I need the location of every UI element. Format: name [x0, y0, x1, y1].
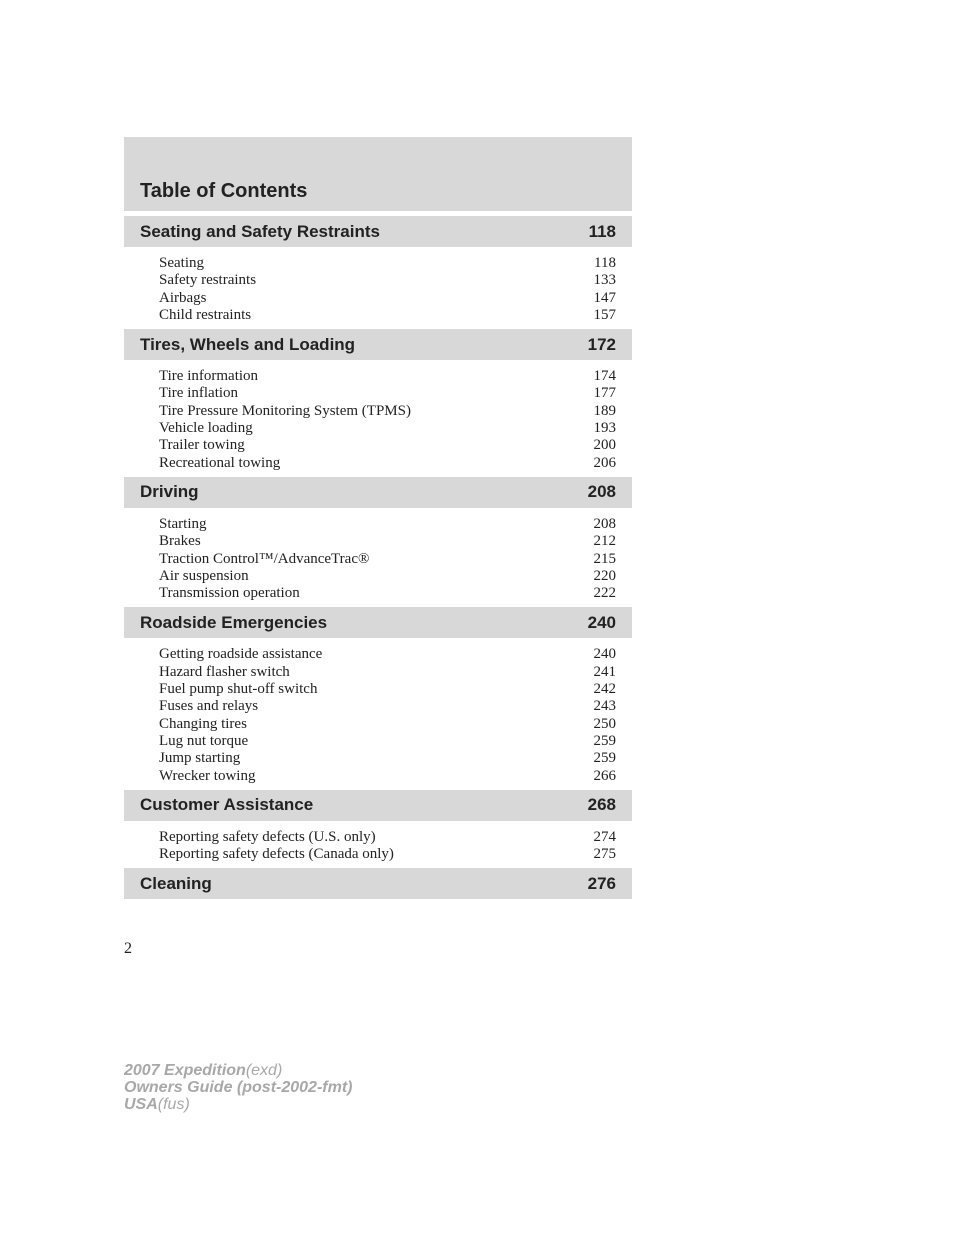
entry-page: 240 [593, 646, 616, 663]
entry-label: Reporting safety defects (Canada only) [159, 846, 394, 863]
page-number: 2 [124, 940, 132, 957]
entry-label: Recreational towing [159, 454, 281, 471]
toc-entry-list [124, 360, 632, 472]
entry-label: Fuses and relays [159, 698, 259, 715]
footer-line-3 [124, 1096, 352, 1113]
toc-entry [159, 768, 616, 785]
toc-entry [159, 664, 616, 681]
entry-label: Changing tires [159, 715, 247, 732]
entry-label: Child restraints [159, 306, 252, 323]
section-title: Cleaning [140, 873, 212, 893]
toc-section-heading [124, 607, 632, 638]
toc-entry [159, 733, 616, 750]
toc-entry [159, 533, 616, 550]
toc-header [124, 137, 632, 211]
entry-page: 243 [593, 698, 616, 715]
entry-label: Tire information [159, 368, 259, 385]
entry-label: Wrecker towing [159, 767, 256, 784]
section-page: 172 [587, 334, 616, 354]
section-page: 268 [587, 795, 616, 815]
toc-entry [159, 455, 616, 472]
entry-page: 174 [593, 368, 616, 385]
toc-entry [159, 290, 616, 307]
entry-page: 118 [594, 255, 616, 271]
footer-market: USA [124, 1096, 158, 1113]
toc-entry [159, 646, 616, 663]
entry-label: Tire inflation [159, 385, 239, 402]
section-page: 240 [587, 612, 616, 632]
footer-model-code: (exd) [245, 1062, 283, 1079]
entry-label: Brakes [159, 533, 201, 550]
entry-page: 212 [593, 533, 616, 550]
toc-entry [159, 255, 616, 272]
toc-entry [159, 750, 616, 767]
entry-label: Reporting safety defects (U.S. only) [159, 828, 376, 845]
entry-page: 177 [593, 385, 616, 402]
toc-entry-list [124, 638, 632, 784]
entry-page: 133 [593, 272, 616, 289]
toc-entry [159, 420, 616, 437]
toc-section-heading [124, 477, 632, 508]
toc-section-heading [124, 329, 632, 360]
toc-entry [159, 551, 616, 568]
toc-entry [159, 403, 616, 420]
entry-page: 206 [593, 454, 616, 471]
entry-label: Trailer towing [159, 437, 245, 454]
toc-entry [159, 272, 616, 289]
entry-page: 241 [593, 663, 616, 680]
entry-page: 200 [593, 437, 616, 454]
entry-label: Starting [159, 515, 207, 532]
entry-label: Vehicle loading [159, 420, 253, 437]
document-footer [124, 1062, 352, 1113]
entry-label: Lug nut torque [159, 732, 249, 749]
entry-page: 266 [593, 767, 616, 784]
section-title: Roadside Emergencies [140, 612, 328, 632]
toc-entry [159, 385, 616, 402]
entry-page: 147 [593, 289, 616, 306]
toc-entry [159, 585, 616, 602]
toc-section-heading [124, 790, 632, 821]
entry-label: Airbags [159, 289, 207, 306]
toc-entry [159, 716, 616, 733]
entry-page: 215 [593, 550, 616, 567]
section-title: Tires, Wheels and Loading [140, 334, 356, 354]
footer-market-code: (fus) [157, 1096, 190, 1113]
section-title: Customer Assistance [140, 795, 314, 815]
entry-label: Getting roadside assistance [159, 646, 323, 663]
entry-label: Jump starting [159, 750, 241, 767]
toc-entry [159, 681, 616, 698]
entry-page: 220 [593, 567, 616, 584]
entry-label: Seating [159, 255, 204, 271]
toc-entry-list [124, 508, 632, 602]
entry-label: Hazard flasher switch [159, 663, 290, 680]
table-of-contents [124, 137, 632, 899]
toc-section-heading [124, 868, 632, 899]
section-page: 118 [588, 221, 616, 241]
entry-page: 222 [593, 585, 616, 602]
entry-label: Fuel pump shut-off switch [159, 681, 318, 698]
footer-model: 2007 Expedition [124, 1062, 246, 1079]
section-page: 276 [587, 873, 616, 893]
entry-label: Tire Pressure Monitoring System (TPMS) [159, 402, 411, 419]
section-page: 208 [587, 482, 616, 502]
entry-page: 189 [593, 402, 616, 419]
footer-line-2 [124, 1079, 352, 1096]
entry-page: 193 [593, 420, 616, 437]
toc-entry [159, 846, 616, 863]
entry-page: 259 [593, 732, 616, 749]
toc-entry [159, 437, 616, 454]
toc-entry [159, 698, 616, 715]
footer-line-1 [124, 1062, 352, 1079]
toc-entry [159, 829, 616, 846]
toc-section-heading [124, 216, 632, 247]
entry-page: 275 [593, 846, 616, 863]
toc-sections [124, 216, 632, 899]
section-title: Driving [140, 482, 199, 502]
entry-page: 208 [593, 515, 616, 532]
toc-entry [159, 516, 616, 533]
entry-page: 242 [593, 681, 616, 698]
entry-label: Air suspension [159, 567, 249, 584]
entry-page: 157 [593, 306, 616, 323]
toc-entry [159, 368, 616, 385]
toc-entry [159, 307, 616, 324]
section-title: Seating and Safety Restraints [140, 221, 380, 241]
toc-title: Table of Contents [140, 180, 308, 202]
toc-entry-list [124, 247, 632, 324]
toc-entry [159, 568, 616, 585]
entry-page: 259 [593, 750, 616, 767]
entry-label: Safety restraints [159, 272, 257, 289]
entry-label: Transmission operation [159, 585, 300, 602]
toc-entry-list [124, 821, 632, 864]
entry-label: Traction Control™/AdvanceTrac® [159, 550, 370, 567]
footer-guide: Owners Guide (post-2002-fmt) [124, 1079, 353, 1096]
entry-page: 274 [593, 828, 616, 845]
entry-page: 250 [593, 715, 616, 732]
